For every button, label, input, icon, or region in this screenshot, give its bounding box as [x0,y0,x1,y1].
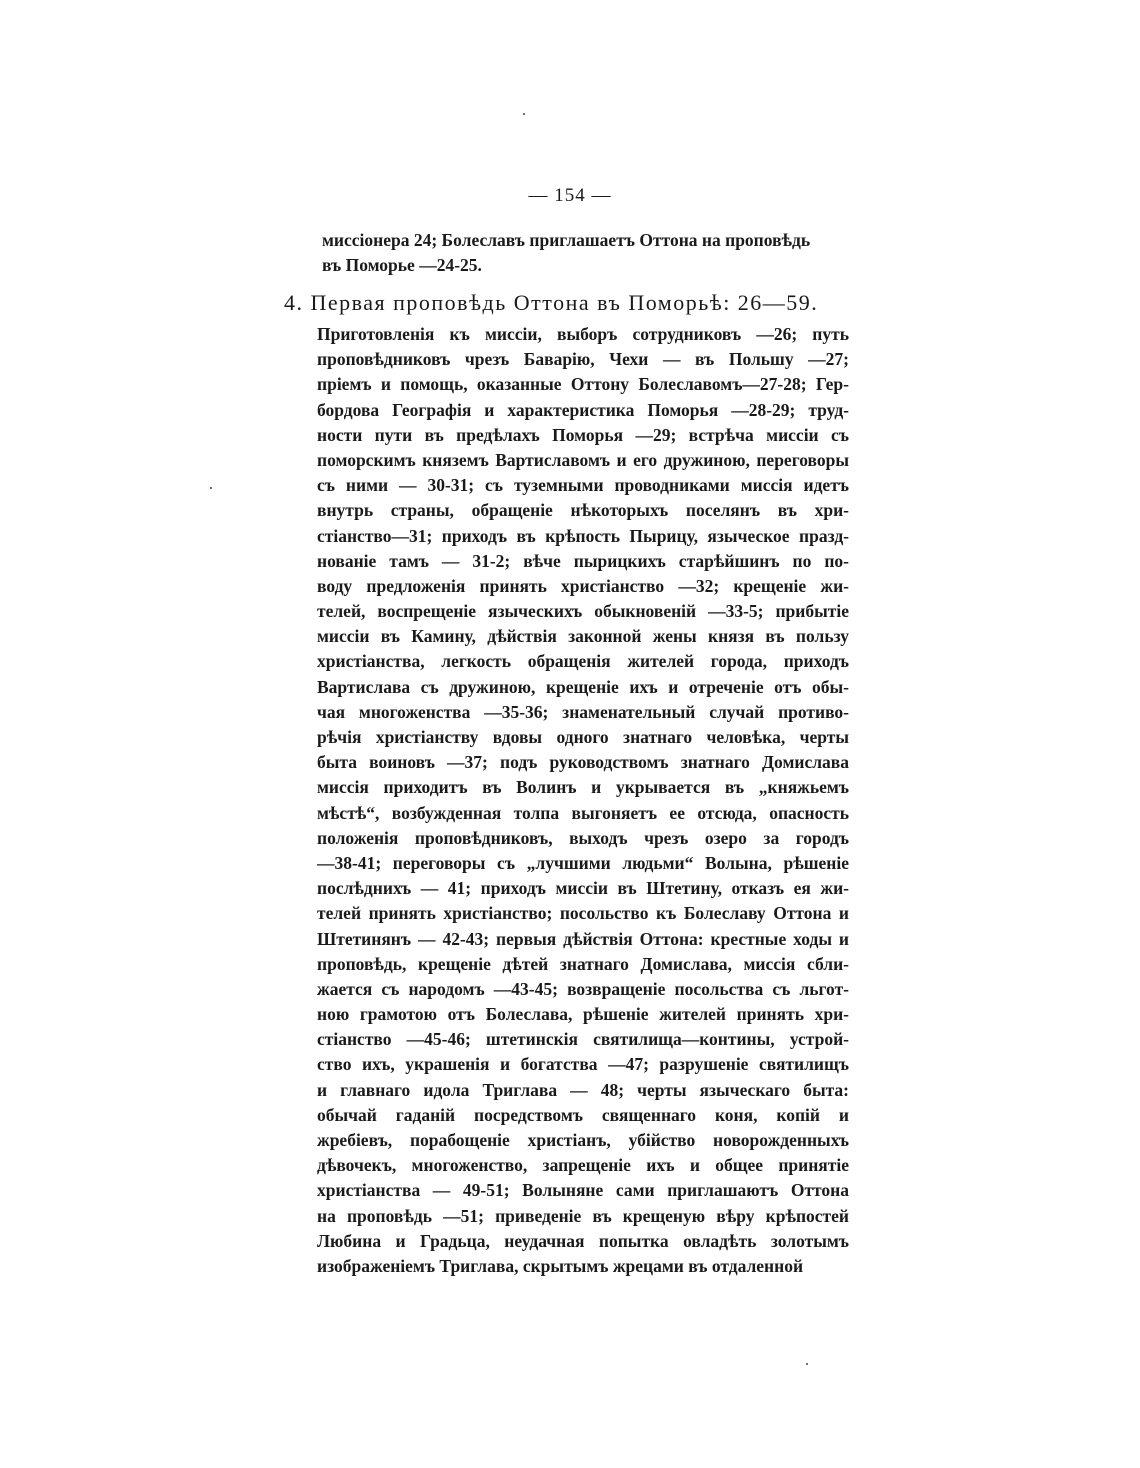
text-line: поморскимъ княземъ Вартиславомъ и его дружиною, переговоры [317,449,849,470]
text-line: стіанство —45-46; штетинскія святилища—контины, устрой- [317,1029,849,1050]
text-line: обычай гаданій посредствомъ священнаго коня, копій и [317,1104,849,1125]
text-line: проповѣдь, крещеніе дѣтей знатнаго Домислава, миссія сбли- [317,953,849,974]
text-line: съ ними — 30-31; съ туземными проводниками миссія идетъ [317,475,849,496]
text-line: миссіи въ Камину, дѣйствія законной жены князя въ пользу [317,626,849,647]
text-line: быта воиновъ —37; подъ руководствомъ знатнаго Домислава [317,752,849,773]
text-line: воду предложенія принять христіанство —32; крещеніе жи- [317,575,849,596]
text-line: ство ихъ, украшенія и богатства —47; разрушеніе святилищъ [317,1054,849,1075]
text-line: рѣчія христіанству вдовы одного знатнаго человѣка, черты [317,727,849,747]
text-line: телей, воспрещеніе языческихъ обыкновеній —33-5; прибытіе [317,601,849,622]
text-line: телей принять христіанство; посольство къ Болеславу Оттона и [317,903,849,924]
text-line: христіанства — 49-51; Волыняне сами приглашаютъ Оттона [317,1180,849,1201]
text-line: изображеніемъ Триглава, скрытымъ жрецами въ отдаленной [317,1255,804,1276]
text-line: бордова Географія и характеристика Поморья —28-29; труд- [317,399,849,420]
text-line: стіанство—31; приходъ въ крѣпость Пырицу, языческое празд- [317,525,849,546]
page-number: — 154 — [528,185,612,206]
text-line: жается съ народомъ —43-45; возвращеніе посольства съ льгот- [317,978,849,999]
intro-paragraph [322,228,852,278]
section-heading: 4. Первая проповѣдь Оттона въ Поморьѣ: 26—59. [284,290,819,315]
text-line: пріемъ и помощь, оказанные Оттону Болеславомъ—27-28; Гер- [317,374,849,395]
text-line: дѣвочекъ, многоженство, запрещеніе ихъ и общее принятіе [317,1155,849,1176]
text-line: Приготовленія къ миссіи, выборъ сотрудниковъ —26; путь [317,324,849,344]
text-line: жребіевъ, порабощеніе христіанъ, убійство новорожденныхъ [317,1130,849,1150]
scan-speck [806,1363,808,1365]
text-line: нованіе тамъ — 31-2; вѣче пырицкихъ старѣйшинъ по по- [317,550,849,571]
section-body [317,322,849,1279]
text-line: христіанства, легкость обращенія жителей города, приходъ [317,651,849,672]
scan-speck [523,113,525,115]
text-line: чая многоженства —35-36; знаменательный случай противо- [317,701,849,722]
text-line: ною грамотою отъ Болеслава, рѣшеніе жителей принять хри- [317,1004,849,1025]
text-line: Вартислава съ дружиною, крещеніе ихъ и отреченіе отъ обы- [317,676,849,697]
text-line: ности пути въ предѣлахъ Поморья —29; встрѣча миссіи съ [317,424,849,445]
text-line: проповѣдниковъ чрезъ Баварію, Чехи — въ Польшу —27; [317,349,849,370]
text-line: и главнаго идола Триглава — 48; черты языческаго быта: [317,1079,849,1100]
text-line: внутрь страны, обращеніе нѣкоторыхъ поселянъ въ хри- [317,500,849,521]
text-line: положенія проповѣдниковъ, выходъ чрезъ озеро за городъ [317,827,849,848]
text-line: на проповѣдь —51; приведеніе въ крещеную вѣру крѣпостей [317,1205,849,1226]
text-line: Любина и Градьца, неудачная попытка овладѣть золотымъ [317,1230,849,1251]
text-line: въ Поморье —24-25. [322,255,482,275]
text-line: Штетинянъ — 42-43; первыя дѣйствія Оттона: крестные ходы и [317,928,849,949]
text-line: —38-41; переговоры съ „лучшими людьми“ Волына, рѣшеніе [317,852,849,873]
text-line: миссія приходитъ въ Волинъ и укрывается въ „княжьемъ [317,777,849,798]
text-line: миссіонера 24; Болеславъ приглашаетъ Оттона на проповѣдь [322,230,811,250]
text-line: мѣстѣ“, возбужденная толпа выгоняетъ ее отсюда, опасность [317,802,849,823]
text-line: послѣднихъ — 41; приходъ миссіи въ Штетину, отказъ ея жи- [317,878,849,899]
scan-speck [210,487,212,489]
